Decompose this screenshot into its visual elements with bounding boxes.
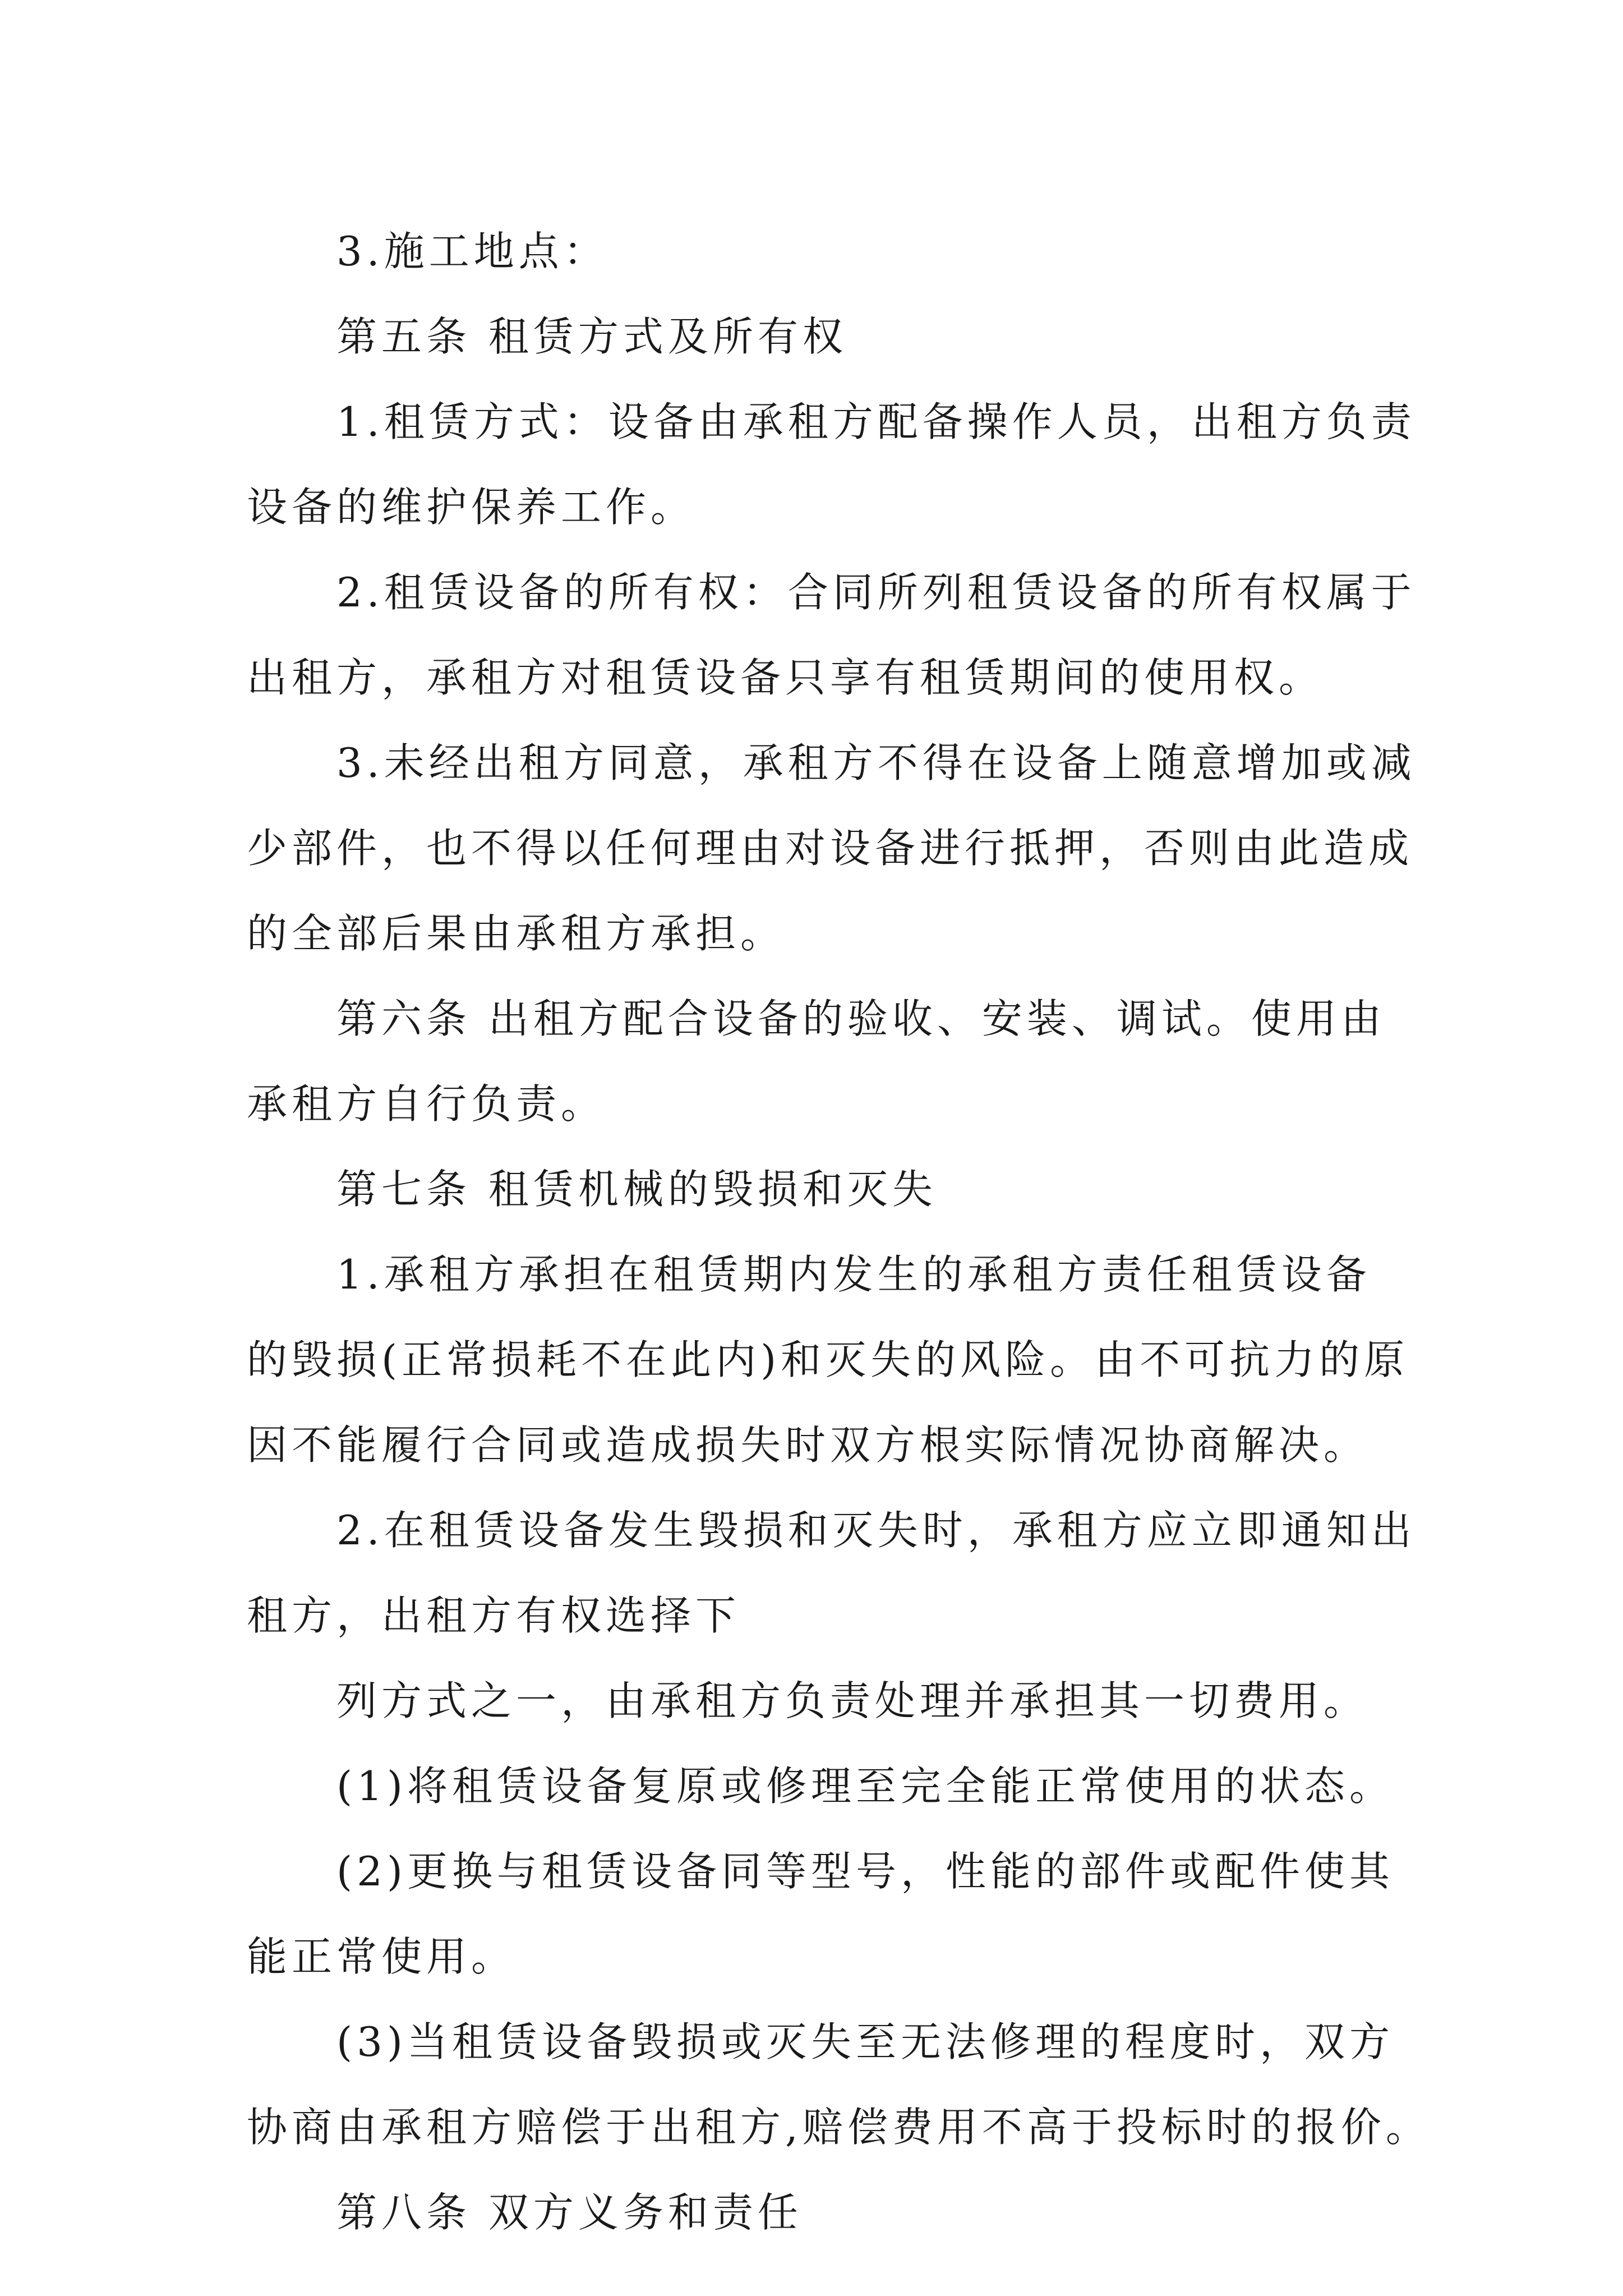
text-line: 出租方，承租方对租赁设备只享有租赁期间的使用权。: [247, 654, 1324, 701]
text-line: 能正常使用。: [247, 1933, 517, 1980]
text-line: 少部件，也不得以任何理由对设备进行抵押，否则由此造成: [247, 825, 1414, 872]
text-line: 2.租赁设备的所有权：合同所列租赁设备的所有权属于: [336, 569, 1416, 616]
text-line: 3.施工地点：: [336, 228, 608, 275]
text-line: 协商由承租方赔偿于出租方,赔偿费用不高于投标时的报价。: [247, 2104, 1431, 2151]
text-line: 的全部后果由承租方承担。: [247, 910, 786, 957]
text-line: 的毁损(正常损耗不在此内)和灭失的风险。由不可抗力的原: [247, 1336, 1409, 1383]
article-heading: 第八条 双方义务和责任: [336, 2189, 803, 2236]
text-line: 因不能履行合同或造成损失时双方根实际情况协商解决。: [247, 1421, 1369, 1469]
text-line: 1.租赁方式：设备由承租方配备操作人员，出租方负责: [336, 398, 1416, 445]
article-heading: 第六条 出租方配合设备的验收、安装、调试。使用由: [336, 995, 1386, 1042]
text-line: 1.承租方承担在租赁期内发生的承租方责任租赁设备: [336, 1251, 1371, 1298]
text-line: 设备的维护保养工作。: [247, 484, 696, 531]
text-line: 2.在租赁设备发生毁损和灭失时，承租方应立即通知出: [336, 1507, 1416, 1554]
document-body: [247, 209, 1431, 2255]
text-line: (2)更换与租赁设备同等型号，性能的部件或配件使其: [336, 1848, 1394, 1895]
text-line: 承租方自行负责。: [247, 1080, 606, 1128]
article-heading: 第七条 租赁机械的毁损和灭失: [336, 1166, 937, 1213]
text-line: (1)将租赁设备复原或修理至完全能正常使用的状态。: [336, 1763, 1394, 1810]
text-line: 列方式之一，由承租方负责处理并承担其一切费用。: [336, 1677, 1369, 1724]
text-line: (3)当租赁设备毁损或灭失至无法修理的程度时，双方: [336, 2018, 1394, 2065]
article-heading: 第五条 租赁方式及所有权: [336, 313, 847, 360]
text-line: 租方，出租方有权选择下: [247, 1592, 741, 1639]
text-line: 3.未经出租方同意，承租方不得在设备上随意增加或减: [336, 739, 1416, 786]
